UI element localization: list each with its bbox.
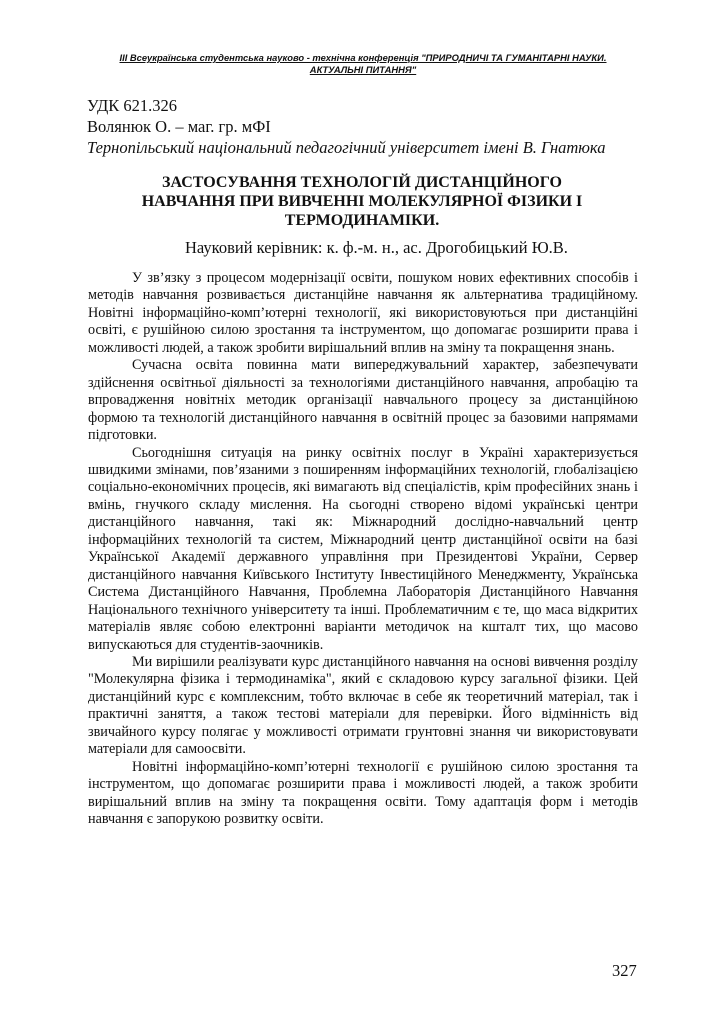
supervisor-line: Науковий керівник: к. ф.-м. н., ас. Дрогобицький Ю.В. <box>185 238 568 257</box>
body-paragraph-2: Сучасна освіта повинна мати випереджувальний характер, забезпечувати здійснення освітньої діяльності за технологіями дистанційного навчання, апробацію та впровадження новітніх методик організації навчального процесу за дистанційною формою та технологій дистанційного навчання в освітній процес за базовими напрямами підготовки. <box>88 357 638 444</box>
article-title <box>100 173 624 230</box>
university-affiliation: Тернопільський національний педагогічний університет імені В. Гнатюка <box>87 138 606 157</box>
udk-code: УДК 621.326 <box>87 96 178 115</box>
conference-header-line-2: АКТУАЛЬНІ ПИТАННЯ" <box>309 64 417 75</box>
body-paragraph-1: У зв’язку з процесом модернізації освіти, пошуком нових ефективних способів і методів навчання розвивається дистанційне навчання як альтернатива традиційному. Новітні інформаційно-комп’ютерні технології, які використовуються при дистанційні освіті, є рушійною силою зростання та інструментом, що допомагає розширити права і можливості людей, а також зробити вирішальний вплив на зміну та покращення знань. <box>88 270 638 356</box>
conference-header-line-1: ІІІ Всеукраїнська студентська науково - технічна конференція "ПРИРОДНИЧІ ТА ГУМАНІТАРНІ НАУКИ. <box>119 52 607 63</box>
body-paragraph-3: Сьогоднішня ситуація на ринку освітніх послуг в Україні характеризується швидкими змінами, пов’язаними з поширенням інформаційних технологій, глобалізацією соціально-економічних процесів, які вимагають від спеціалістів, крім професійних знань і вмінь, гнучкого складу мислення. На сьогодні створено відомі українські центри дистанційного навчання, такі як: Міжнародний дослідно-навчальний центр інформаційних технологій та систем, Міжнародний центр дистанційної освіти на базі Української Академії державного управління при Президентові України, Сервер дистанційного навчання Київського Інституту Інвестиційного Менеджменту, Українська Система Дистанційного Навчання, Проблемна Лабораторія Дистанційного Навчання Національного технічного університету та інші. Проблематичним є те, що маса відкритих матеріалів являє собою електронні варіанти методичок на кшталт тих, що масово випускаються для студентів-заочників. <box>88 444 638 653</box>
conference-header <box>96 52 630 76</box>
article-meta <box>87 95 606 158</box>
author-line: Волянюк О. – маг. гр. мФІ <box>87 117 271 136</box>
title-line-2: НАВЧАННЯ ПРИ ВИВЧЕННІ МОЛЕКУЛЯРНОЇ ФІЗИКИ І <box>141 193 583 210</box>
article-body <box>88 270 638 829</box>
title-line-3: ТЕРМОДИНАМІКИ. <box>284 212 440 229</box>
body-paragraph-4: Ми вирішили реалізувати курс дистанційного навчання на основі вивчення розділу "Молекулярна фізика і термодинаміка", який є складовою курсу загальної фізики. Цей дистанційний курс є комплексним, тобто включає в себе як теоретичний матеріал, так і практичні заняття, а також тестові матеріали для перевірки. Його відмінність від звичайного курсу полягає у можливості отримати грунтовні знання чи використовувати матеріали для самоосвіти. <box>88 653 638 758</box>
page-number: 327 <box>612 961 637 980</box>
body-paragraph-5: Новітні інформаційно-комп’ютерні технології є рушійною силою зростання та інструментом, що допомагає розширити права і можливості людей, а також зробити вирішальний вплив на зміну та покращення освіти. Тому адаптація форм і методів навчання є запорукою розвитку освіти. <box>88 758 638 828</box>
title-line-1: ЗАСТОСУВАННЯ ТЕХНОЛОГІЙ ДИСТАНЦІЙНОГО <box>162 174 562 191</box>
